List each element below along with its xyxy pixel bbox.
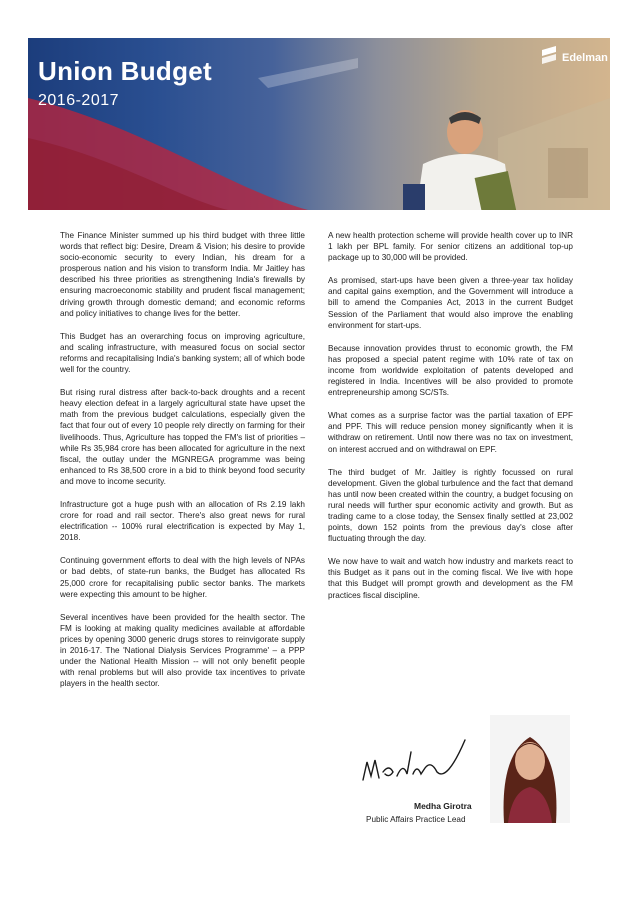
paragraph: Because innovation provides thrust to economic growth, the FM has proposed a special patent regime with 10% rate of tax on income from worldwide exploitation of patents developed and registered in India. Incentives will be also provided to promote entrepreneurship among SC/STs. [328, 343, 573, 398]
edelman-logo-text: Edelman [562, 52, 608, 64]
left-column [60, 230, 305, 701]
edelman-logo-icon [540, 46, 558, 68]
edelman-logo [540, 46, 610, 72]
paragraph: Infrastructure got a huge push with an allocation of Rs 2.19 lakh crore for road and rail sector. There's also great news for rural electrification -- 100% rural electrification is expected by May 1, 2018. [60, 499, 305, 543]
banner-years: 2016-2017 [38, 92, 120, 109]
right-column [328, 230, 573, 613]
handwritten-signature [355, 732, 475, 792]
paragraph: A new health protection scheme will provide health cover up to INR 1 lakh per BPL family. For senior citizens an additional top-up package up to 30,000 will be provided. [328, 231, 573, 263]
paragraph: As promised, start-ups have been given a three-year tax holiday and capital gains exemption, and the Government will introduce a bill to amend the Companies Act, 2013 in the current Budget Session of the Parliament that would also improve the enabling environment for start-ups. [328, 276, 573, 330]
paragraph: Continuing government efforts to deal with the high levels of NPAs or bad debts, of state-run banks, the Budget has allocated Rs 25,000 crore for recapitalising public sector banks. The markets were expecting this amount to be higher. [60, 556, 305, 599]
finance-minister-photo [393, 104, 533, 210]
paragraph: This Budget has an overarching focus on improving agriculture, and scaling infrastructure, with measured focus on social sector reforms and recapitalising India's banking system; all of which bode well for the country. [60, 331, 305, 375]
paragraph: We now have to wait and watch how industry and markets react to this Budget as it pans out in the coming fiscal. We live with hope that this Budget will prompt growth and development as the FM practices fiscal discipline. [328, 557, 573, 600]
header-banner [28, 38, 610, 210]
paragraph: The Finance Minister summed up his third budget with three little words that reflect big: Desire, Dream & Vision; his desire to provide socio-economic security to every Indian, his dream for a prosperous nation and his vision to transform India. Mr Jaitley has described his three priorities as strengthening India's firewalls by ensuring macroeconomic stability and prudent fiscal management; driving growth through domestic demand; and economic reforms and policy initiatives to change lives for the better. [60, 231, 305, 318]
paragraph: But rising rural distress after back-to-back droughts and a recent heavy election defeat in a largely agricultural state have upset the math from the previous budget calculations, especially given the fact that four out of every 10 people rely directly on farming for their livelihoods. Thus, Agriculture has topped the FM's list of priorities – while Rs 35,984 crore has been allocated for agriculture in the next fiscal, the outlay under the MGNREGA programme was being enhanced to Rs 38,500 crore in a bid to think beyond food security and move to income security. [60, 388, 305, 486]
paragraph: What comes as a surprise factor was the partial taxation of EPF and PPF. This will reduce pension money significantly when it is withdraw on retirement. Until now there was no tax on investment, on interest accrued and on withdrawal on EPF. [328, 411, 573, 454]
author-portrait [490, 715, 570, 823]
banner-title: Union Budget [38, 56, 213, 86]
paragraph: The third budget of Mr. Jaitley is rightly focussed on rural development. Given the global turbulence and the fact that demand has until now been created within the country, a budget focusing on rural needs will further spur economic activity and growth. But as trading came to a close today, the Sensex finally settled at 23,002 points, down 152 points from the previous day's close after fluctuating through the day. [328, 467, 573, 544]
author-role: Public Affairs Practice Lead [366, 815, 466, 824]
paragraph: Several incentives have been provided for the health sector. The FM is looking at making quality medicines available at affordable prices by opening 3000 generic drugs stores to reinvigorate supply in 2016-17. The 'National Dialysis Services Programme' – a PPP under the National Health Mission -- will not only benefit people with renal problems but will also provide tax incentives to private players in the health sector. [60, 612, 305, 689]
author-name: Medha Girotra [414, 801, 472, 811]
